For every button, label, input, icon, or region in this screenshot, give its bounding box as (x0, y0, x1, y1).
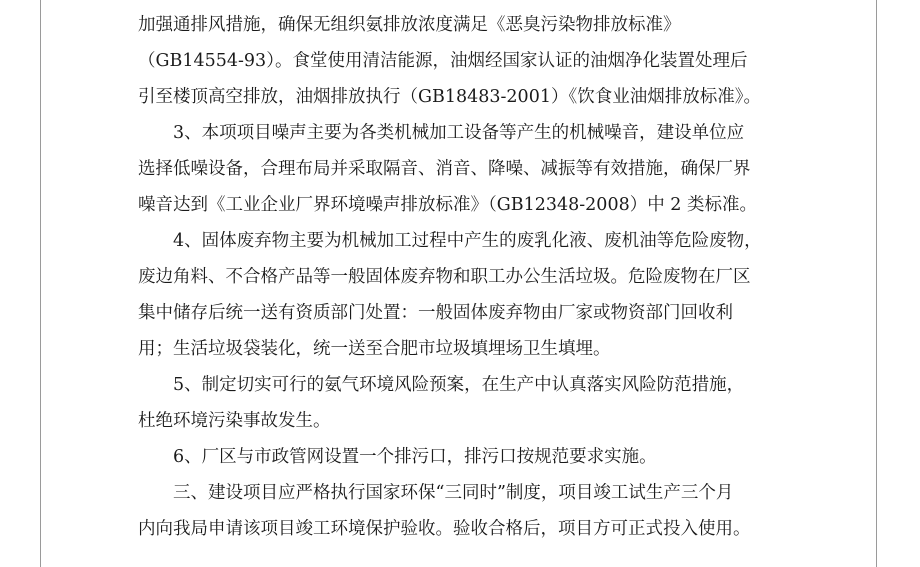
page-left-edge (40, 0, 41, 567)
text-line: 用；生活垃圾袋装化，统一送至合肥市垃圾填埋场卫生填埋。 (138, 339, 611, 359)
text-line: （GB14554-93）。食堂使用清洁能源，油烟经国家认证的油烟净化装置处理后 (138, 51, 748, 71)
paragraph-first-line: 4、固体废弃物主要为机械加工过程中产生的废乳化液、废机油等危险废物， (173, 231, 762, 251)
paragraph-first-line: 三、建设项目应严格执行国家环保“三同时”制度，项目竣工试生产三个月 (173, 483, 734, 503)
paragraph-first-line: 5、制定切实可行的氨气环境风险预案，在生产中认真落实风险防范措施， (173, 375, 745, 395)
paragraph-first-line: 3、本项项目噪声主要为各类机械加工设备等产生的机械噪音，建设单位应 (173, 123, 745, 143)
text-line: 集中储存后统一送有资质部门处置：一般固体废弃物由厂家或物资部门回收利 (138, 303, 733, 323)
text-line: 内向我局申请该项目竣工环境保护验收。验收合格后，项目方可正式投入使用。 (138, 519, 751, 539)
text-line: 杜绝环境污染事故发生。 (138, 411, 331, 431)
page-right-edge (876, 0, 877, 567)
text-line: 废边角料、不合格产品等一般固体废弃物和职工办公生活垃圾。危险废物在厂区 (138, 267, 751, 287)
text-line: 选择低噪设备，合理布局并采取隔音、消音、降噪、减振等有效措施，确保厂界 (138, 159, 751, 179)
text-line: 加强通排风措施，确保无组织氨排放浓度满足《恶臭污染物排放标准》 (138, 15, 681, 35)
paragraph-first-line: 6、厂区与市政管网设置一个排污口，排污口按规范要求实施。 (173, 447, 657, 467)
text-line: 引至楼顶高空排放，油烟排放执行（GB18483-2001）《饮食业油烟排放标准》。 (138, 87, 761, 107)
text-line: 噪音达到《工业企业厂界环境噪声排放标准》（GB12348-2008）中 2 类标准。 (138, 195, 757, 215)
